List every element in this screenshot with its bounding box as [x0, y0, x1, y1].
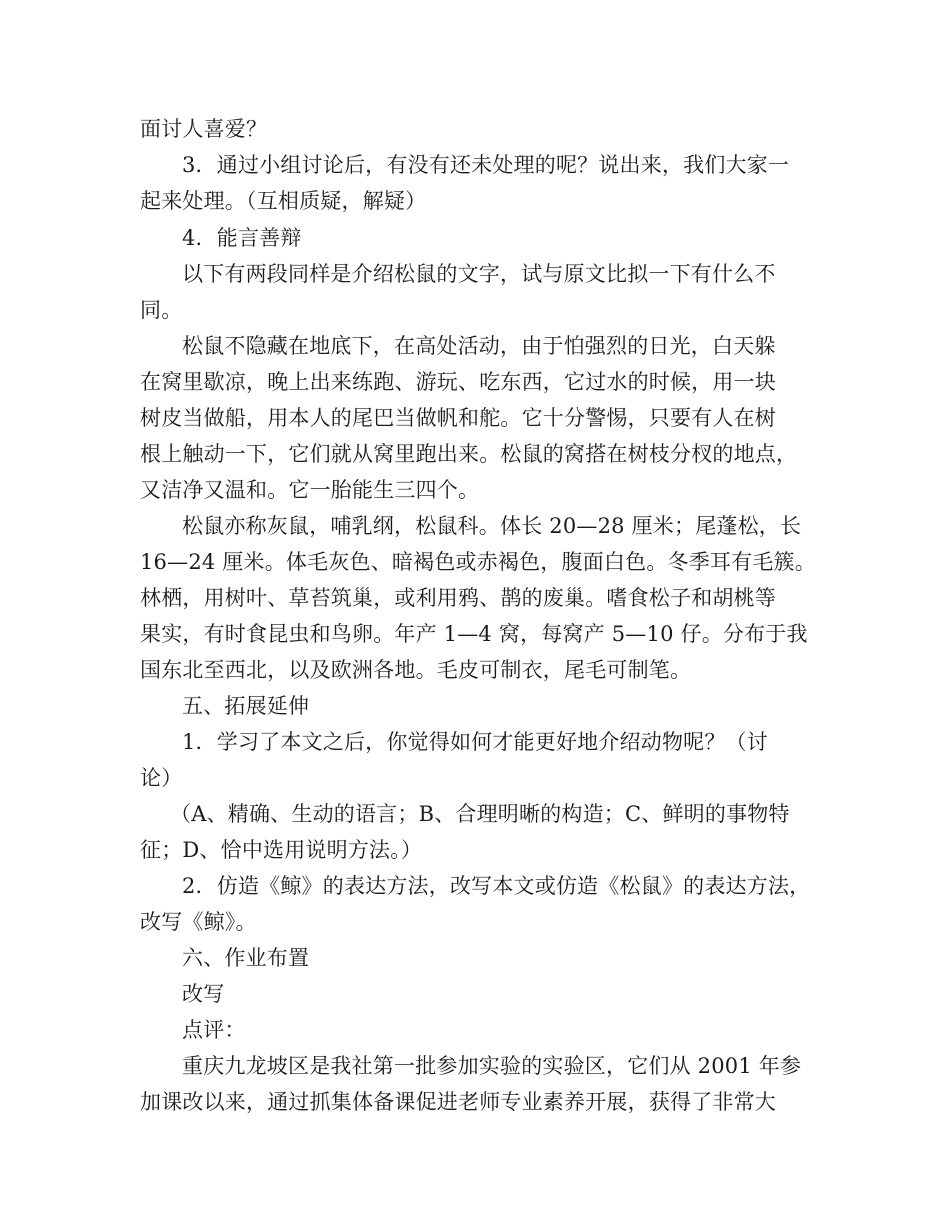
text-line: 松鼠亦称灰鼠，哺乳纲，松鼠科。体长 20—28 厘米；尾蓬松，长: [182, 514, 802, 538]
text-line: 根上触动一下，它们就从窝里跑出来。松鼠的窝搭在树枝分杈的地点，: [140, 442, 798, 466]
text-line: 国东北至西北，以及欧洲各地。毛皮可制衣，尾毛可制笔。: [140, 658, 692, 682]
text-line: 1．学习了本文之后，你觉得如何才能更好地介绍动物呢？（讨: [182, 730, 768, 754]
text-line: 3．通过小组讨论后，有没有还未处理的呢？说出来，我们大家一: [182, 153, 790, 177]
text-line: 松鼠不隐藏在地底下，在高处活动，由于怕强烈的日光，白天躲: [182, 334, 776, 358]
text-line: 面讨人喜爱？: [140, 117, 268, 141]
text-line: 2．仿造《鲸》的表达方法，改写本文或仿造《松鼠》的表达方法，: [182, 874, 811, 898]
text-line: 果实，有时食昆虫和鸟卵。年产 1—4 窝，每窝产 5—10 仔。分布于我: [140, 622, 808, 646]
text-line: 点评：: [182, 1018, 246, 1042]
section-heading: 五、拓展延伸: [182, 694, 310, 718]
text-line: 以下有两段同样是介绍松鼠的文字，试与原文比拟一下有什么不: [182, 262, 776, 286]
text-line: （A、精确、生动的语言；B、合理明晰的构造；C、鲜明的事物特: [170, 802, 790, 826]
text-line: 4．能言善辩: [182, 226, 302, 250]
text-line: 征；D、恰中选用说明方法。）: [140, 838, 423, 862]
text-line: 改写: [182, 982, 225, 1006]
text-line: 树皮当做船，用本人的尾巴当做帆和舵。它十分警惕，只要有人在树: [140, 406, 776, 430]
text-line: 起来处理。（互相质疑，解疑）: [140, 189, 427, 213]
text-line: 论）: [140, 766, 183, 790]
section-heading: 六、作业布置: [182, 946, 310, 970]
text-line: 又洁净又温和。它一胎能生三四个。: [140, 478, 480, 502]
text-line: 同。: [140, 298, 183, 322]
text-line: 在窝里歇凉，晚上出来练跑、游玩、吃东西，它过水的时候，用一块: [140, 370, 776, 394]
text-line: 重庆九龙坡区是我社第一批参加实验的实验区，它们从 2001 年参: [182, 1054, 802, 1078]
text-line: 16—24 厘米。体毛灰色、暗褐色或赤褐色，腹面白色。冬季耳有毛簇。: [140, 550, 816, 574]
text-line: 林栖，用树叶、草苔筑巢，或利用鸦、鹊的废巢。嗜食松子和胡桃等: [140, 586, 776, 610]
text-line: 加课改以来，通过抓集体备课促进老师专业素养开展，获得了非常大: [140, 1090, 776, 1114]
text-line: 改写《鲸》。: [140, 910, 257, 934]
